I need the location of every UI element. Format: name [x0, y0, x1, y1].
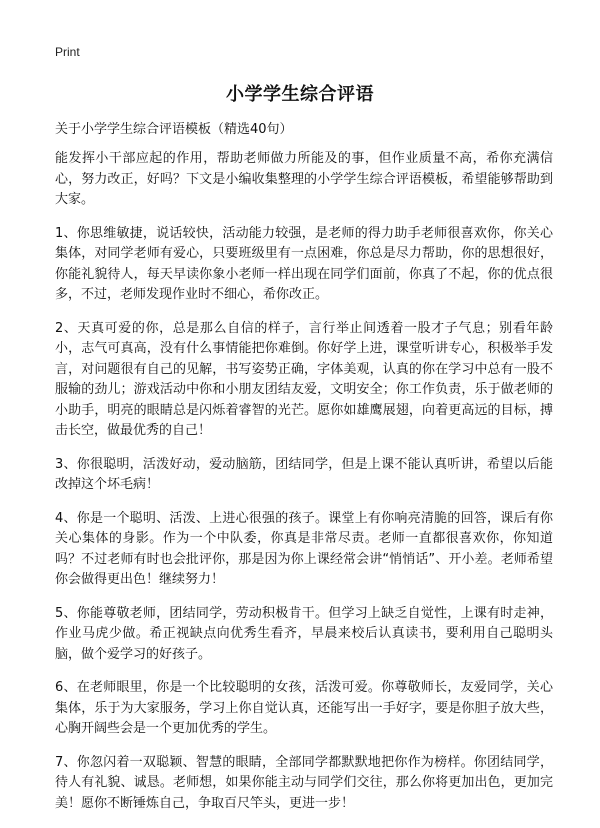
comment-paragraph-5: 5、你能尊敬老师，团结同学，劳动积极肯干。但学习上缺乏自觉性，上课有时走神，作业马虎少做。希正视缺点向优秀生看齐，早晨来校后认真读书，要利用自己聪明头脑，做个爱学习的好孩子。 [55, 605, 553, 662]
document-subtitle: 关于小学学生综合评语模板（精选40句） [55, 122, 293, 137]
comment-paragraph-7: 7、你忽闪着一双聪颖、智慧的眼睛，全部同学都默默地把你作为榜样。你团结同学，待人有礼貌、诚恳。老师想，如果你能主动与同学们交往，那么你将更加出色，更加完美！愿你不断锤炼自己，争取百尺竿头，更进一步！ [55, 754, 553, 811]
comment-paragraph-2: 2、天真可爱的你，总是那么自信的样子，言行举止间透着一股才子气息；别看年龄小，志气可真高，没有什么事情能把你难倒。你好学上进，课堂听讲专心，积极举手发言，对问题很有自己的见解，书写姿势正确，字体美观，认真的你在学习中总有一股不服输的劲儿；游戏活动中你和小朋友团结友爱，文明安全；你工作负责，乐于做老师的小助手，明亮的眼睛总是闪烁着睿智的光芒。愿你如雄鹰展翅，向着更高远的目标，搏击长空，做最优秀的自己！ [55, 320, 553, 438]
print-link[interactable]: Print [55, 45, 80, 59]
intro-paragraph: 能发挥小干部应起的作用，帮助老师做力所能及的事，但作业质量不高，希你充满信心，努力改正，好吗？下文是小编收集整理的小学学生综合评语模板，希望能够帮助到大家。 [55, 151, 553, 207]
comment-paragraph-3: 3、你很聪明，活泼好动，爱动脑筋，团结同学，但是上课不能认真听讲，希望以后能改掉这个坏毛病！ [55, 456, 553, 492]
comment-paragraph-1: 1、你思维敏捷，说话较快，活动能力较强，是老师的得力助手老师很喜欢你，你关心集体，对同学老师有爱心，只要班级里有一点困难，你总是尽力帮助，你的思想很好，你能礼貌待人，每天早读你象小老师一样出现在同学们面前，你真了不起，你的优点很多，不过，老师发现作业时不细心，希你改正。 [55, 225, 553, 302]
page-title: 小学学生综合评语 [226, 84, 374, 105]
document-body [55, 149, 553, 827]
comment-paragraph-6: 6、在老师眼里，你是一个比较聪明的女孩，活泼可爱。你尊敬师长，友爱同学，关心集体，乐于为大家服务，学习上你自觉认真，还能写出一手好字，要是你胆子放大些，心胸开阔些会是一个更加优秀的学生。 [55, 680, 553, 736]
comment-paragraph-4: 4、你是一个聪明、活泼、上进心很强的孩子。课堂上有你响亮清脆的回答，课后有你关心集体的身影。作为一个中队委，你真是非常尽责。老师一直都很喜欢你，你知道吗？不过老师有时也会批评你，那是因为你上课经常会讲“悄悄话”、开小差。老师希望你会做得更出色！继续努力！ [55, 510, 553, 587]
